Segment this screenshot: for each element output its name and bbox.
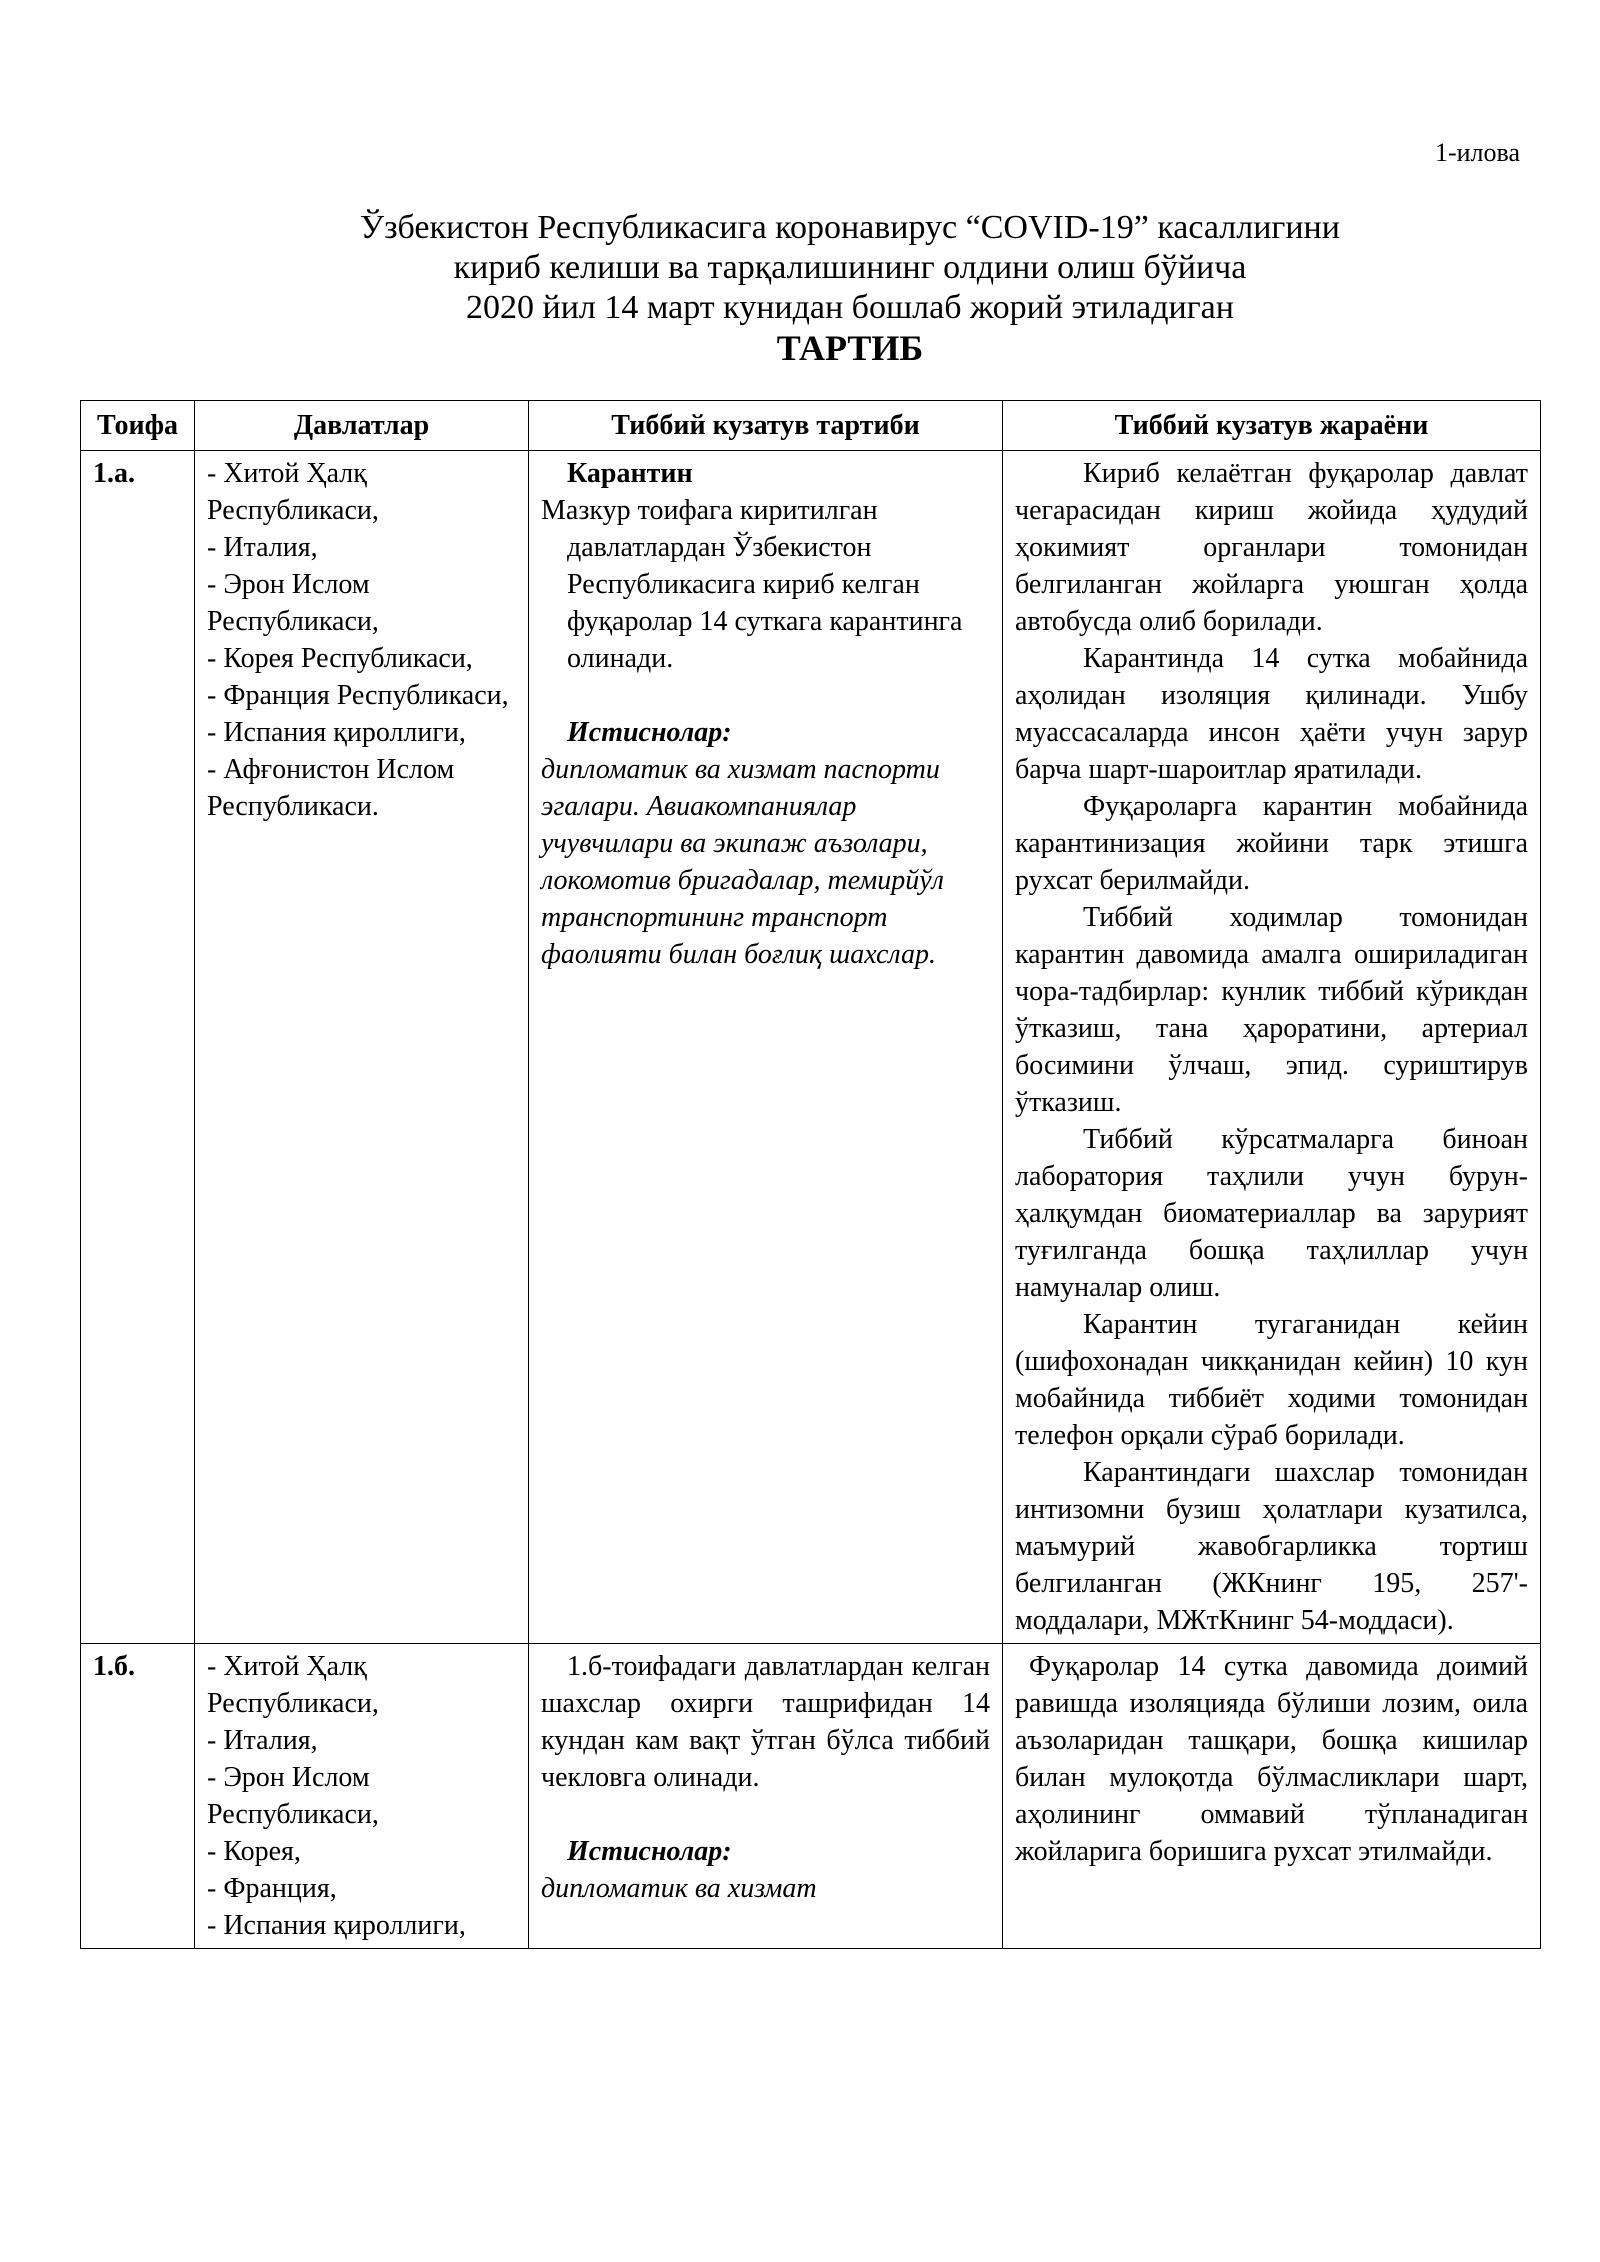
country-item: - Афғонистон Ислом Республикаси. bbox=[207, 754, 455, 822]
country-item: - Корея Республикаси, bbox=[207, 643, 473, 674]
process-paragraph: Фуқаролар 14 сутка давомида доимий равишда изоляцияда бўлиши лозим, оила аъзоларидан ташқари, бошқа кишилар билан мулоқотда бўлмасликлари шарт, аҳолининг оммавий тўпланадиган жойларига боришига рухсат этилмайди. bbox=[1015, 1651, 1528, 1867]
country-item: - Италия, bbox=[207, 532, 318, 563]
process-paragraph: Карантиндаги шахслар томонидан интизомни бузиш ҳолатлари кузатилса, маъмурий жавобгарликка тортиш белгиланган (ЖКнинг 195, 257'-моддалари, МЖтКнинг 54-моддаси). bbox=[1015, 1457, 1528, 1636]
process-cell bbox=[1003, 1644, 1541, 1949]
exceptions-text: дипломатик ва хизмат bbox=[541, 1873, 817, 1904]
header-process: Тиббий кузатув жараёни bbox=[1003, 401, 1541, 451]
title-line-2: кириб келиши ва тарқалишининг олдини олиш бўйича bbox=[453, 249, 1247, 286]
process-paragraph: Кириб келаётган фуқаролар давлат чегарасидан кириш жойида ҳудудий ҳокимият органлари томонидан белгиланган жойларга уюшган ҳолда автобусда олиб борилади. bbox=[1015, 458, 1528, 637]
category-cell: 1.б. bbox=[81, 1644, 195, 1949]
title-line-3: 2020 йил 14 март кунидан бошлаб жорий этиладиган bbox=[466, 289, 1234, 326]
header-category: Тоифа bbox=[81, 401, 195, 451]
table-row bbox=[81, 1644, 1541, 1949]
procedure-table bbox=[80, 400, 1541, 1949]
procedure-text: Мазкур тоифага киритилган давлатлардан Ўзбекистон Республикасига кириб келган фуқаролар 14 суткага карантинга олинади. bbox=[541, 495, 963, 674]
countries-cell bbox=[195, 451, 529, 1644]
country-item: - Франция Республикаси, bbox=[207, 680, 509, 711]
country-item: - Испания қироллиги, bbox=[207, 1910, 466, 1941]
process-cell bbox=[1003, 451, 1541, 1644]
procedure-text: 1.б-тоифадаги давлатлардан келган шахслар охирги ташрифидан 14 кундан кам вақт ўтган бўлса тиббий чекловга олинади. bbox=[541, 1651, 990, 1793]
procedure-heading: Карантин bbox=[567, 458, 693, 489]
annex-label: 1-илова bbox=[1434, 138, 1520, 167]
table-header-row bbox=[81, 401, 1541, 451]
country-item: - Испания қироллиги, bbox=[207, 717, 466, 748]
procedure-cell bbox=[529, 1644, 1003, 1949]
exceptions-label: Истиснолар: bbox=[567, 717, 732, 748]
country-item: - Эрон Ислом Республикаси, bbox=[207, 1762, 379, 1830]
country-item: - Хитой Ҳалқ Республикаси, bbox=[207, 458, 379, 526]
document-title bbox=[200, 208, 1500, 368]
countries-cell bbox=[195, 1644, 529, 1949]
country-item: - Франция, bbox=[207, 1873, 337, 1904]
title-heading: ТАРТИБ bbox=[776, 328, 924, 368]
process-paragraph: Тиббий ходимлар томонидан карантин давомида амалга ошириладиган чора-тадбирлар: кунлик тиббий кўрикдан ўтказиш, тана ҳароратини, артериал босимини ўлчаш, эпид. суриштирув ўтказиш. bbox=[1015, 902, 1528, 1118]
process-paragraph: Тиббий кўрсатмаларга биноан лаборатория таҳлили учун бурун-ҳалқумдан биоматериаллар ва зарурият туғилганда бошқа таҳлиллар учун намуналар олиш. bbox=[1015, 1124, 1528, 1303]
exceptions-label: Истиснолар: bbox=[567, 1836, 732, 1867]
header-countries: Давлатлар bbox=[195, 401, 529, 451]
table-row bbox=[81, 451, 1541, 1644]
country-item: - Корея, bbox=[207, 1836, 301, 1867]
process-paragraph: Карантин тугаганидан кейин (шифохонадан чикқанидан кейин) 10 кун мобайнида тиббиёт ходими томонидан телефон орқали сўраб борилади. bbox=[1015, 1309, 1528, 1451]
exceptions-text: дипломатик ва хизмат паспорти эгалари. Авиакомпаниялар учувчилари ва экипаж аъзолари, локомотив бригадалар, темирйўл транспортининг транспорт фаолияти билан боғлиқ шахслар. bbox=[541, 754, 944, 970]
procedure-cell bbox=[529, 451, 1003, 1644]
category-cell: 1.а. bbox=[81, 451, 195, 1644]
process-paragraph: Карантинда 14 сутка мобайнида аҳолидан изоляция қилинади. Ушбу муассасаларда инсон ҳаёти учун зарур барча шарт-шароитлар яратилади. bbox=[1015, 643, 1528, 785]
header-procedure: Тиббий кузатув тартиби bbox=[529, 401, 1003, 451]
country-item: - Хитой Ҳалқ Республикаси, bbox=[207, 1651, 379, 1719]
country-item: - Эрон Ислом Республикаси, bbox=[207, 569, 379, 637]
process-paragraph: Фуқароларга карантин мобайнида карантинизация жойини тарк этишга рухсат берилмайди. bbox=[1015, 791, 1528, 896]
country-item: - Италия, bbox=[207, 1725, 318, 1756]
title-line-1: Ўзбекистон Республикасига коронавирус “COVID-19” касаллигини bbox=[360, 209, 1340, 246]
